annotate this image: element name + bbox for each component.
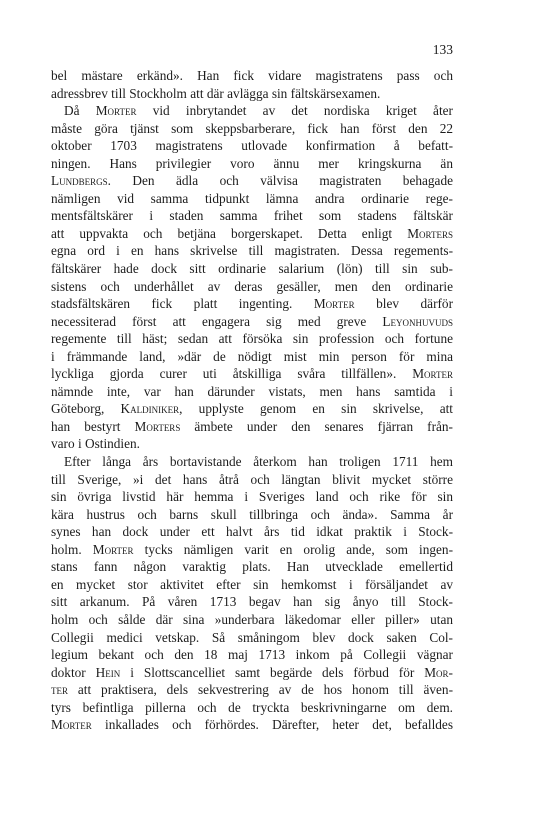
- text-run: egna ord i en hans skrivelse till magistraten. Dessa regements-: [51, 243, 453, 259]
- text-run: vid inbrytandet av det nordiska kriget åter: [136, 103, 453, 119]
- text-line: [51, 646, 453, 664]
- text-line: [51, 278, 453, 296]
- text-run: i främmande land, »där de nödigt mist min person för mina: [51, 348, 453, 364]
- text-line: [51, 172, 453, 190]
- text-run: . Den ädla och välvisa magistraten behagade: [107, 173, 453, 189]
- text-run: synes han dock under ett halvt års tid idkat praktik i Stock-: [51, 524, 453, 540]
- text-run: sin övriga livstid här hemma i Sveriges land och rike för sin: [51, 489, 453, 505]
- text-run: en mycket stor aktivitet efter sin hemkomst i försäljandet av: [51, 576, 453, 592]
- small-caps-name: Morters: [407, 225, 453, 241]
- small-caps-name: Morter: [313, 296, 355, 312]
- text-run: necessiterad först att engagera sig med greve: [51, 313, 383, 329]
- text-line: [51, 558, 453, 576]
- text-run: regemente till häst; sedan att försöka sin profession och fortune: [51, 331, 453, 347]
- text-run: fältskärer hade dock sitt ordinarie salarium (lön) till sin sub-: [51, 261, 453, 277]
- text-line: [51, 716, 453, 734]
- text-line: [51, 681, 453, 699]
- text-run: mentsfältskärer i staden samma frihet som stadens fältskär: [51, 208, 453, 224]
- text-line: [51, 155, 453, 173]
- small-caps-name: Morter: [95, 103, 137, 119]
- text-run: lyckliga gjorda curer uti åtskilliga svåra tillfällen».: [51, 366, 413, 382]
- text-line: [51, 330, 453, 348]
- text-line: [51, 523, 453, 541]
- text-line: [51, 207, 453, 225]
- text-line: [51, 295, 453, 313]
- text-line: [51, 418, 453, 436]
- text-run: nämnde inte, var han därunder vistats, men hans samtida i: [51, 383, 453, 399]
- text-run: nämligen vid samma tidpunkt lämna andra ordinarie rege-: [51, 190, 453, 206]
- small-caps-name: Leyonhuvuds: [382, 313, 453, 329]
- text-run: i Slottscancelliet samt begärde dels förbud för: [120, 664, 425, 680]
- text-run: han bestyrt: [51, 418, 135, 434]
- text-line: [51, 506, 453, 524]
- text-line: [51, 120, 453, 138]
- text-line: [51, 664, 453, 682]
- text-run: doktor: [51, 664, 96, 680]
- small-caps-name: Lundbergs: [51, 173, 108, 189]
- text-line: [51, 488, 453, 506]
- text-line: [51, 699, 453, 717]
- text-line: [51, 225, 453, 243]
- text-line: [51, 365, 453, 383]
- text-line: [51, 260, 453, 278]
- text-run: tycks nämligen varit en orolig ande, som ingen-: [133, 541, 453, 557]
- text-line: [51, 471, 453, 489]
- text-line: [51, 85, 453, 103]
- text-line: [51, 348, 453, 366]
- text-line: [51, 383, 453, 401]
- text-line: [51, 435, 453, 453]
- text-run: ämbete under den senares fjärran från-: [180, 418, 453, 434]
- text-run: Efter långa års bortavistande återkom han troligen 1711 hem: [64, 454, 453, 470]
- text-run: att praktisera, dels sekvestrering av de hos honom till även-: [68, 682, 453, 698]
- small-caps-name: Morter: [51, 717, 92, 733]
- text-run: sitt arkanum. På våren 1713 begav han sig ånyo till Stock-: [51, 594, 453, 610]
- text-run: blev därför: [354, 296, 453, 312]
- text-run: oktober 1703 magistratens utlovade konfirmation å befatt-: [51, 138, 453, 154]
- text-line: [51, 593, 453, 611]
- text-line: [51, 67, 453, 85]
- text-run: stadsfältskären fick platt ingenting.: [51, 296, 314, 312]
- text-run: holm och sålde där sina »underbara läkedomar eller piller» utan: [51, 611, 453, 627]
- text-run: , upplyste genom en sin skrivelse, att: [179, 401, 453, 417]
- text-line: [51, 137, 453, 155]
- page-number: 133: [432, 42, 453, 57]
- small-caps-name: Morter: [92, 541, 134, 557]
- text-line: [51, 242, 453, 260]
- text-line: [51, 576, 453, 594]
- text-run: ningen. Hans privilegier voro ännu mer kringskurna än: [51, 155, 453, 171]
- small-caps-name: Hein: [95, 664, 121, 680]
- text-line: [51, 400, 453, 418]
- text-line: [51, 190, 453, 208]
- small-caps-name: Morter: [412, 366, 453, 382]
- text-line: [51, 453, 453, 471]
- text-run: Collegii medici vetskap. Så småningom blev dock saken Col-: [51, 629, 453, 645]
- text-run: att uppvakta och betjäna borgerskapet. Detta enligt: [51, 225, 408, 241]
- text-run: Göteborg,: [51, 401, 121, 417]
- text-run: adressbrev till Stockholm att där avlägga sin fältskärsexamen.: [51, 85, 381, 101]
- small-caps-name: Morters: [134, 418, 181, 434]
- text-run: bel mästare erkänd». Han fick vidare magistratens pass och: [51, 68, 453, 83]
- text-run: legium bekant och den 18 maj 1713 inkom på Collegii vägnar: [51, 647, 453, 663]
- text-run: till Sverige, »i det hans åtrå och längtan blivit mycket större: [51, 471, 453, 487]
- text-line: [51, 541, 453, 559]
- small-caps-name: Mor-: [424, 664, 453, 680]
- text-run: tyrs befintliga pillerna och de tryckta beskrivningarne om dem.: [51, 699, 453, 715]
- text-run: måste göra tjänst som skeppsbarberare, fick han först den 22: [51, 120, 453, 136]
- text-run: kära hustrus och barns skull tillbringa och ända». Samma år: [51, 506, 453, 522]
- text-run: Då: [64, 103, 96, 119]
- text-line: [51, 629, 453, 647]
- body-text: [51, 67, 453, 734]
- text-run: sistens och underhållet av deras gesäller, men den ordinarie: [51, 278, 453, 294]
- text-line: [51, 102, 453, 120]
- text-run: inkallades och förhördes. Därefter, heter det, befalldes: [91, 717, 453, 733]
- text-line: [51, 611, 453, 629]
- text-run: varo i Ostindien.: [51, 436, 141, 452]
- text-line: [51, 313, 453, 331]
- text-run: stans fann någon varaktig plats. Han utvecklade emellertid: [51, 559, 453, 575]
- text-run: holm.: [51, 541, 93, 557]
- small-caps-name: Kaldiniker: [120, 401, 180, 417]
- small-caps-name: ter: [51, 682, 68, 698]
